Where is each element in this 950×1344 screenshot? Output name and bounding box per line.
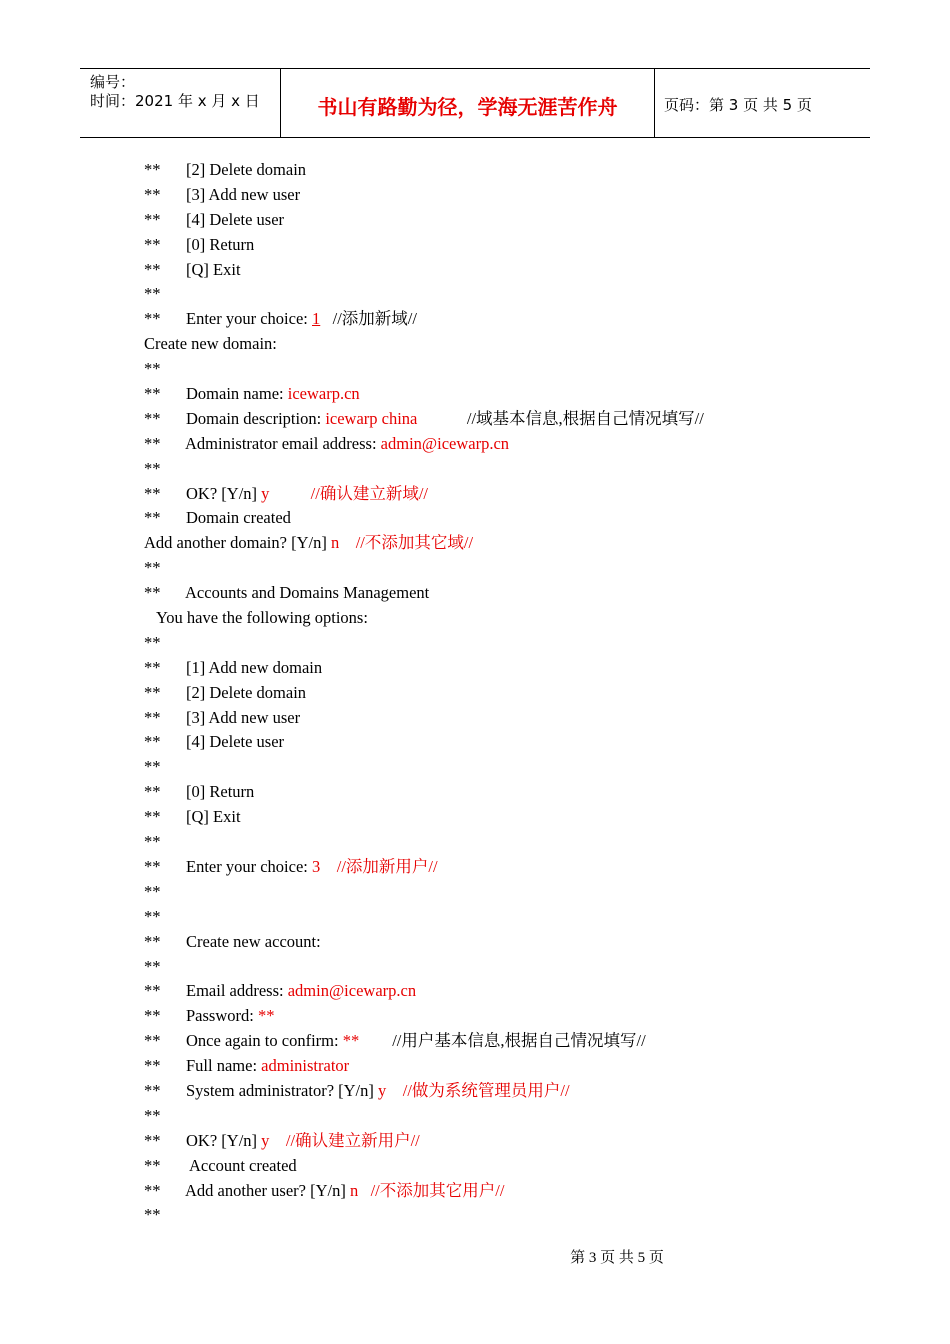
transcript-line — [144, 581, 864, 606]
transcript-line — [144, 432, 864, 457]
line-marker: ** — [144, 807, 161, 827]
line-segment: //不添加其它域// — [339, 533, 474, 553]
line-text — [186, 656, 322, 681]
transcript-line — [144, 1029, 864, 1054]
line-text — [144, 531, 473, 556]
line-segment: Accounts and Domains Management — [185, 583, 430, 603]
line-segment: Account created — [189, 1155, 297, 1175]
line-segment: Add another user? [Y/n] — [185, 1180, 350, 1200]
line-marker: ** — [144, 1056, 161, 1076]
line-marker: ** — [144, 433, 161, 453]
line-marker: ** — [144, 856, 161, 876]
line-text — [186, 158, 306, 183]
line-segment: y — [261, 1130, 270, 1150]
line-marker: ** — [144, 657, 161, 677]
transcript-line — [144, 382, 864, 407]
transcript-line — [144, 905, 864, 930]
line-text — [185, 581, 429, 606]
line-segment: administrator — [261, 1056, 350, 1076]
transcript-line — [144, 830, 864, 855]
page-header — [80, 68, 870, 138]
line-segment: Enter your choice: — [186, 856, 312, 876]
line-segment: 3 — [312, 856, 321, 876]
line-text — [186, 307, 417, 332]
transcript-line — [144, 930, 864, 955]
line-segment: admin@icewarp.cn — [380, 433, 510, 453]
line-segment: [4] Delete user — [186, 209, 285, 229]
line-segment: [3] Add new user — [186, 707, 301, 727]
transcript-line — [144, 407, 864, 432]
line-segment: //确认建立新域// — [269, 483, 428, 503]
console-transcript — [144, 158, 864, 1228]
line-marker: ** — [144, 1155, 161, 1175]
transcript-line — [144, 805, 864, 830]
line-marker: ** — [144, 508, 161, 528]
page-footer: 第 3 页 共 5 页 — [570, 1250, 664, 1266]
line-marker: ** — [144, 558, 161, 578]
line-segment: admin@icewarp.cn — [287, 981, 417, 1001]
line-text — [186, 258, 241, 283]
line-segment: Domain name: — [186, 384, 288, 404]
line-segment: //不添加其它用户// — [358, 1180, 505, 1200]
header-meta — [80, 69, 280, 137]
header-motto: 书山有路勤为径，学海无涯苦作舟 — [317, 95, 618, 119]
line-marker: ** — [144, 284, 161, 304]
transcript-line — [144, 979, 864, 1004]
transcript-line — [144, 183, 864, 208]
transcript-line — [144, 158, 864, 183]
transcript-line — [144, 606, 864, 631]
line-segment: [2] Delete domain — [186, 682, 307, 702]
transcript-line — [144, 681, 864, 706]
line-text — [189, 1154, 297, 1179]
line-marker: ** — [144, 707, 161, 727]
line-segment: //域基本信息,根据自己情况填写// — [417, 408, 704, 428]
line-marker: ** — [144, 682, 161, 702]
line-marker: ** — [144, 906, 161, 926]
transcript-line — [144, 1004, 864, 1029]
transcript-line — [144, 706, 864, 731]
line-marker: ** — [144, 408, 161, 428]
line-text — [186, 706, 300, 731]
line-segment: y — [378, 1080, 387, 1100]
line-segment: //确认建立新用户// — [269, 1130, 420, 1150]
line-marker: ** — [144, 184, 161, 204]
line-segment: Domain created — [186, 508, 291, 528]
transcript-line — [144, 482, 864, 507]
line-segment: 1 — [312, 309, 321, 329]
transcript-line — [144, 1104, 864, 1129]
line-text — [186, 233, 254, 258]
line-segment: ** — [342, 1031, 360, 1051]
transcript-line — [144, 282, 864, 307]
line-marker: ** — [144, 881, 161, 901]
line-segment: Administrator email address: — [185, 433, 381, 453]
header-page-code: 页码：第 3 页 共 5 页 — [664, 96, 812, 114]
line-marker: ** — [144, 483, 161, 503]
line-text — [186, 407, 704, 432]
line-segment: OK? [Y/n] — [186, 1130, 262, 1150]
doc-date-label: 时间：2021 年 x 月 x 日 — [90, 92, 260, 110]
line-marker: ** — [144, 384, 161, 404]
line-marker: ** — [144, 1080, 161, 1100]
transcript-line — [144, 1203, 864, 1228]
line-text — [186, 1054, 349, 1079]
line-text: You have the following options: — [156, 608, 368, 628]
line-marker: ** — [144, 359, 161, 379]
line-segment: ** — [257, 1006, 275, 1026]
line-segment: //添加新用户// — [320, 856, 438, 876]
line-segment: icewarp.cn — [287, 384, 360, 404]
line-segment: y — [261, 483, 270, 503]
line-text — [185, 1179, 504, 1204]
transcript-line — [144, 1079, 864, 1104]
line-marker: ** — [144, 1180, 161, 1200]
doc-number-label: 编号： — [90, 73, 136, 91]
line-segment: Domain description: — [186, 408, 326, 428]
line-segment: Password: — [186, 1006, 258, 1026]
line-text — [186, 1129, 420, 1154]
line-text — [186, 979, 416, 1004]
line-segment: Full name: — [186, 1056, 262, 1076]
line-marker: ** — [144, 160, 161, 179]
line-text — [186, 805, 241, 830]
line-marker: ** — [144, 956, 161, 976]
line-marker: ** — [144, 732, 161, 752]
line-marker: ** — [144, 1205, 161, 1225]
line-marker: ** — [144, 832, 161, 852]
transcript-line — [144, 357, 864, 382]
transcript-line — [144, 258, 864, 283]
line-segment: [0] Return — [186, 234, 255, 254]
line-text — [186, 208, 284, 233]
line-segment: //做为系统管理员用户// — [386, 1080, 570, 1100]
transcript-line — [144, 307, 864, 332]
transcript-line — [144, 780, 864, 805]
transcript-line — [144, 233, 864, 258]
line-text — [186, 1029, 646, 1054]
line-text: Create new domain: — [144, 334, 277, 354]
line-text — [185, 432, 509, 457]
transcript-line — [144, 955, 864, 980]
line-text — [186, 1004, 274, 1029]
line-marker: ** — [144, 757, 161, 777]
line-marker: ** — [144, 234, 161, 254]
line-marker: ** — [144, 1031, 161, 1051]
line-segment: [Q] Exit — [186, 807, 241, 827]
line-text — [186, 1079, 570, 1104]
line-marker: ** — [144, 632, 161, 652]
line-text — [186, 930, 321, 955]
line-segment: Add another domain? [Y/n] — [144, 533, 331, 553]
transcript-line — [144, 208, 864, 233]
line-marker: ** — [144, 1130, 161, 1150]
line-segment: [Q] Exit — [186, 259, 241, 279]
transcript-line — [144, 730, 864, 755]
transcript-line — [144, 755, 864, 780]
line-marker: ** — [144, 309, 161, 329]
line-marker: ** — [144, 981, 161, 1001]
transcript-line — [144, 506, 864, 531]
transcript-line — [144, 855, 864, 880]
transcript-line — [144, 1129, 864, 1154]
line-marker: ** — [144, 782, 161, 802]
line-segment: Create new account: — [186, 931, 321, 951]
line-marker: ** — [144, 209, 161, 229]
line-segment: //添加新域// — [320, 309, 417, 329]
header-motto-cell — [280, 69, 655, 137]
line-text — [186, 183, 300, 208]
line-segment: [4] Delete user — [186, 732, 285, 752]
transcript-line — [144, 556, 864, 581]
transcript-line — [144, 332, 864, 357]
line-segment: [2] Delete domain — [186, 160, 307, 179]
line-marker: ** — [144, 259, 161, 279]
line-text — [186, 681, 306, 706]
transcript-line — [144, 1054, 864, 1079]
transcript-line — [144, 531, 864, 556]
line-segment: OK? [Y/n] — [186, 483, 262, 503]
line-segment: Enter your choice: — [186, 309, 312, 329]
line-marker: ** — [144, 1006, 161, 1026]
line-segment: System administrator? [Y/n] — [186, 1080, 379, 1100]
transcript-line — [144, 457, 864, 482]
line-text — [186, 730, 284, 755]
line-segment: Email address: — [186, 981, 288, 1001]
transcript-line — [144, 880, 864, 905]
line-segment: Once again to confirm: — [186, 1031, 343, 1051]
line-marker: ** — [144, 1105, 161, 1125]
line-segment: n — [349, 1180, 359, 1200]
line-text — [186, 482, 428, 507]
line-text — [186, 382, 360, 407]
line-marker: ** — [144, 931, 161, 951]
line-segment: icewarp china — [325, 408, 418, 428]
transcript-line — [144, 631, 864, 656]
line-segment: [1] Add new domain — [186, 657, 323, 677]
line-marker: ** — [144, 458, 161, 478]
transcript-line — [144, 1154, 864, 1179]
line-text — [186, 855, 438, 880]
line-text — [186, 780, 254, 805]
line-text — [186, 506, 291, 531]
header-page-cell — [654, 69, 870, 137]
line-segment: n — [330, 533, 340, 553]
transcript-line — [144, 1179, 864, 1204]
line-marker: ** — [144, 583, 161, 603]
line-segment: [0] Return — [186, 782, 255, 802]
transcript-line — [144, 656, 864, 681]
line-segment: [3] Add new user — [186, 184, 301, 204]
line-segment: //用户基本信息,根据自己情况填写// — [359, 1031, 646, 1051]
